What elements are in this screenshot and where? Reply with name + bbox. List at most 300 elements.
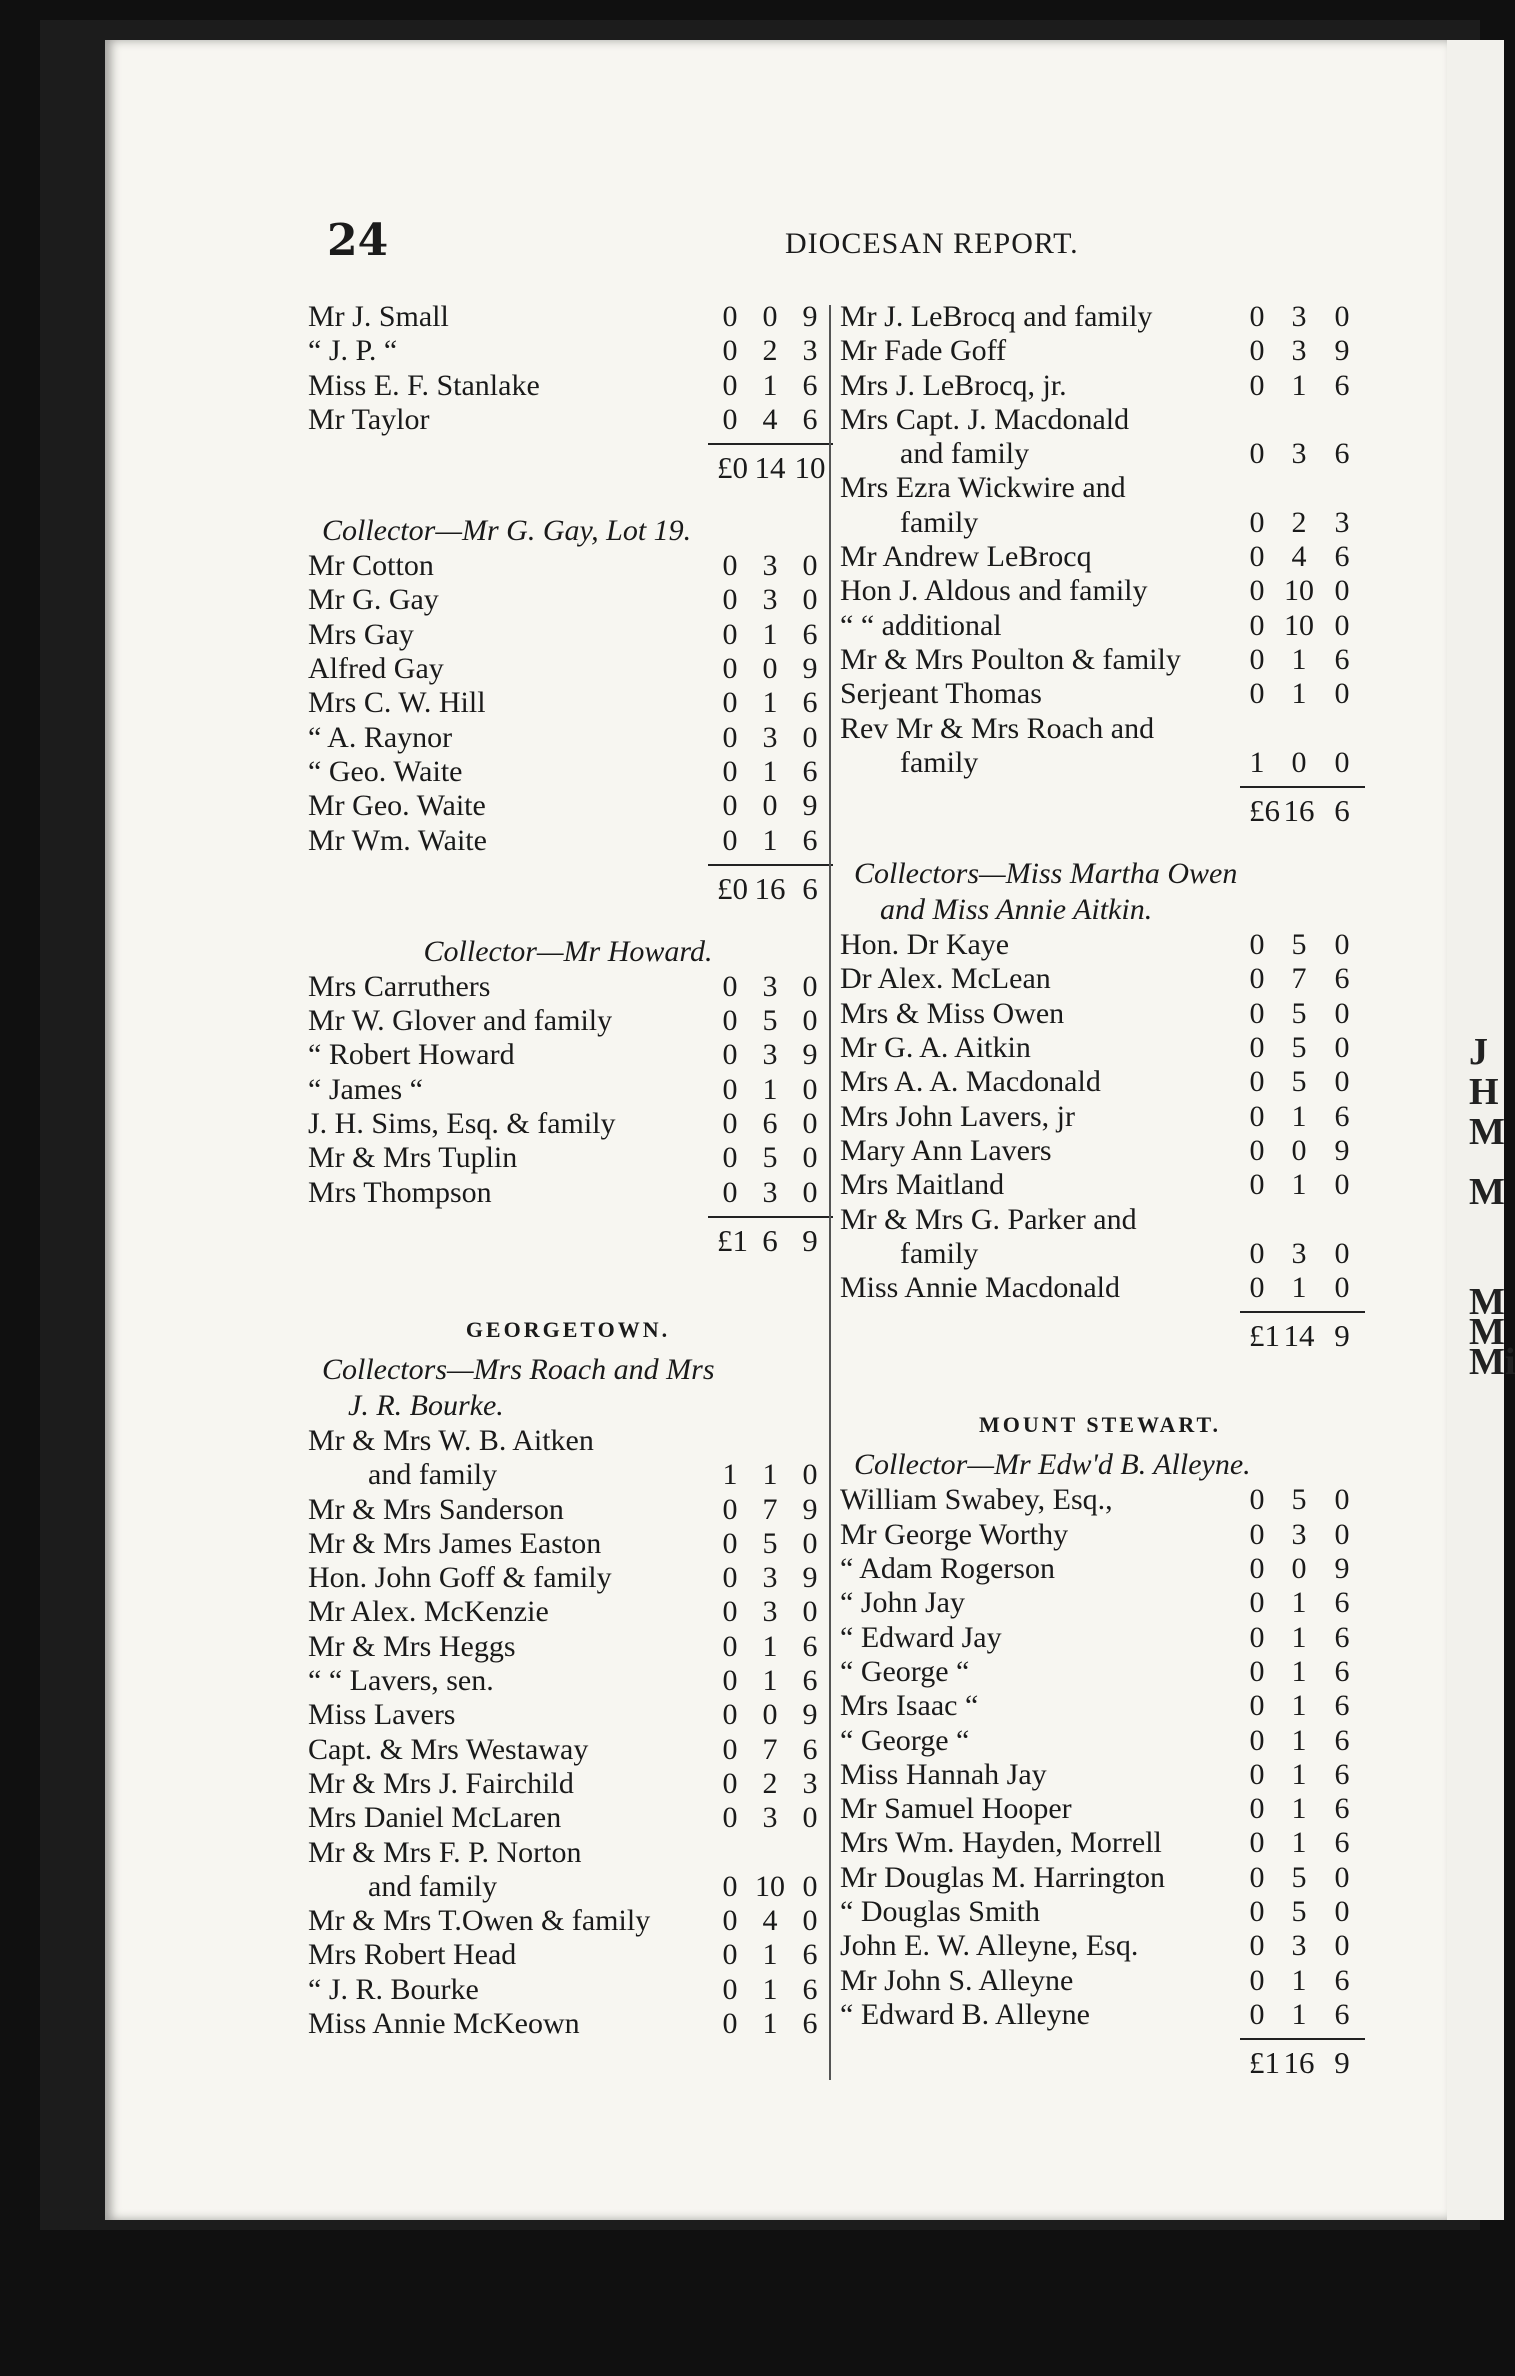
amount-pounds: 0 bbox=[722, 1595, 738, 1629]
subscriber-name: Miss Lavers bbox=[308, 1698, 456, 1732]
amount-pounds: 0 bbox=[1249, 1620, 1265, 1654]
subscriber-name: Mr Andrew LeBrocq bbox=[840, 540, 1092, 574]
list-item bbox=[308, 1527, 828, 1561]
edge-letter: M bbox=[1469, 1171, 1505, 1213]
list-item bbox=[840, 1895, 1360, 1929]
subscriber-name: J. H. Sims, Esq. & family bbox=[308, 1107, 616, 1141]
amount-shillings: 2 bbox=[762, 1766, 778, 1800]
amount-pence: 9 bbox=[1334, 334, 1350, 368]
amount-pence: 6 bbox=[1334, 1620, 1350, 1654]
collector-heading: Collector—Mr Howard. bbox=[423, 934, 713, 968]
collector-heading: Collector—Mr Edw'd B. Alleyne. bbox=[854, 1448, 1251, 1482]
amount-pence: 0 bbox=[802, 1141, 818, 1175]
amount-pounds: 0 bbox=[722, 1107, 738, 1141]
subscriber-name: Mrs John Lavers, jr bbox=[840, 1099, 1075, 1133]
amount-pounds: 0 bbox=[722, 1038, 738, 1072]
amount-pounds: 0 bbox=[1249, 1517, 1265, 1551]
amount-pounds: 0 bbox=[1249, 540, 1265, 574]
amount-pounds: 0 bbox=[722, 1004, 738, 1038]
list-item bbox=[840, 1031, 1360, 1065]
list-item bbox=[308, 618, 828, 652]
amount-shillings: 3 bbox=[762, 969, 778, 1003]
total-pence: 9 bbox=[1334, 2045, 1350, 2081]
subscriber-name: Miss Annie McKeown bbox=[308, 2006, 580, 2040]
amount-shillings: 4 bbox=[1291, 540, 1307, 574]
subscriber-name: “ Robert Howard bbox=[308, 1038, 515, 1072]
amount-pence: 3 bbox=[802, 334, 818, 368]
list-item bbox=[308, 1141, 828, 1175]
subtotal-row bbox=[308, 451, 828, 491]
amount-shillings: 2 bbox=[1291, 505, 1307, 539]
amount-shillings: 1 bbox=[1291, 1689, 1307, 1723]
amount-pounds: 0 bbox=[722, 652, 738, 686]
amount-shillings: 0 bbox=[762, 300, 778, 333]
amount-pounds: 0 bbox=[1249, 1689, 1265, 1723]
subscriber-name: Mrs C. W. Hill bbox=[308, 686, 486, 720]
list-item bbox=[840, 540, 1360, 574]
list-item bbox=[308, 1424, 828, 1493]
amount-shillings: 7 bbox=[762, 1492, 778, 1526]
list-item bbox=[308, 1767, 828, 1801]
amount-pounds: 0 bbox=[1249, 962, 1265, 996]
amount-shillings: 5 bbox=[762, 1141, 778, 1175]
amount-shillings: 0 bbox=[1291, 1552, 1307, 1586]
amount-shillings: 1 bbox=[762, 1664, 778, 1698]
list-item bbox=[308, 549, 828, 583]
amount-shillings: 10 bbox=[1284, 608, 1314, 642]
amount-pence: 0 bbox=[1334, 928, 1350, 962]
list-item bbox=[840, 1964, 1360, 1998]
amount-pounds: 0 bbox=[722, 1492, 738, 1526]
amount-pence: 0 bbox=[1334, 1929, 1350, 1963]
list-item bbox=[840, 609, 1360, 643]
total-pounds: £0 bbox=[717, 870, 748, 906]
subscriber-name: “ “ additional bbox=[840, 608, 1002, 642]
amount-pounds: 0 bbox=[722, 789, 738, 823]
amount-pounds: 0 bbox=[1249, 574, 1265, 608]
amount-pounds: 0 bbox=[722, 1904, 738, 1938]
amount-shillings: 1 bbox=[1291, 1997, 1307, 2031]
total-rule bbox=[840, 1305, 1360, 1319]
subscriber-name: Mr Fade Goff bbox=[840, 334, 1007, 368]
subscriber-name: Mr & Mrs Poulton & family bbox=[840, 642, 1181, 676]
amount-shillings: 1 bbox=[762, 2006, 778, 2040]
amount-pounds: 0 bbox=[722, 1072, 738, 1106]
subscriber-name: “ John Jay bbox=[840, 1586, 965, 1620]
subscriber-name: Miss Hannah Jay bbox=[840, 1757, 1047, 1791]
total-pence: 10 bbox=[794, 450, 826, 486]
list-item bbox=[308, 583, 828, 617]
subscriber-name: Mr John S. Alleyne bbox=[840, 1963, 1074, 1997]
list-item bbox=[308, 334, 828, 368]
subtotal-row bbox=[308, 1224, 828, 1264]
amount-shillings: 3 bbox=[1291, 1517, 1307, 1551]
edge-letter: H bbox=[1469, 1071, 1499, 1113]
subscriber-name: “ J. P. “ bbox=[308, 334, 398, 368]
amount-shillings: 3 bbox=[762, 1561, 778, 1595]
subscriber-name: Mr J. LeBrocq and family bbox=[840, 300, 1153, 333]
list-item bbox=[308, 1664, 828, 1698]
total-rule bbox=[308, 437, 828, 451]
subscriber-name: Mr G. A. Aitkin bbox=[840, 1031, 1031, 1065]
subscriber-name: Hon J. Aldous and family bbox=[840, 574, 1148, 608]
amount-pence: 6 bbox=[1334, 1792, 1350, 1826]
amount-pence: 0 bbox=[1334, 608, 1350, 642]
amount-pence: 0 bbox=[802, 1801, 818, 1835]
list-item bbox=[308, 1493, 828, 1527]
amount-pounds: 0 bbox=[722, 1698, 738, 1732]
list-item bbox=[840, 1552, 1360, 1586]
amount-pounds: 0 bbox=[722, 368, 738, 402]
list-item bbox=[840, 1483, 1360, 1517]
amount-shillings: 0 bbox=[1291, 745, 1307, 779]
amount-pounds: 0 bbox=[722, 1972, 738, 2006]
amount-shillings: 1 bbox=[1291, 1654, 1307, 1688]
subtotal-row bbox=[840, 794, 1360, 834]
running-title: DIOCESAN REPORT. bbox=[785, 227, 1079, 260]
subscriber-name: “ George “ bbox=[840, 1723, 970, 1757]
amount-pence: 6 bbox=[1334, 1826, 1350, 1860]
subscriber-name: “ Edward Jay bbox=[840, 1620, 1002, 1654]
amount-pounds: 0 bbox=[722, 1732, 738, 1766]
total-shillings: 16 bbox=[754, 870, 786, 906]
total-pounds: £1 bbox=[1249, 1318, 1280, 1354]
subscriber-name: Mr W. Glover and family bbox=[308, 1004, 613, 1038]
amount-pence: 9 bbox=[802, 1698, 818, 1732]
subscriber-name: “ Adam Rogerson bbox=[840, 1552, 1055, 1586]
subscriber-name: Mr & Mrs T.Owen & family bbox=[308, 1904, 651, 1938]
amount-shillings: 7 bbox=[1291, 962, 1307, 996]
amount-shillings: 1 bbox=[1291, 1757, 1307, 1791]
subscriber-name: “ James “ bbox=[308, 1072, 423, 1106]
amount-shillings: 3 bbox=[762, 1038, 778, 1072]
amount-pence: 6 bbox=[802, 368, 818, 402]
total-pence: 9 bbox=[802, 1222, 818, 1258]
amount-shillings: 5 bbox=[1291, 1483, 1307, 1517]
subscriber-name: Miss E. F. Stanlake bbox=[308, 368, 540, 402]
amount-pence: 6 bbox=[802, 686, 818, 720]
list-item bbox=[840, 334, 1360, 368]
list-item bbox=[840, 677, 1360, 711]
amount-pence: 6 bbox=[1334, 540, 1350, 574]
subscriber-name: Mary Ann Lavers bbox=[840, 1133, 1052, 1167]
amount-pence: 0 bbox=[1334, 1065, 1350, 1099]
amount-pounds: 0 bbox=[1249, 1133, 1265, 1167]
column-divider bbox=[829, 305, 831, 2080]
amount-shillings: 1 bbox=[1291, 1826, 1307, 1860]
list-item bbox=[308, 1038, 828, 1072]
list-item bbox=[308, 1698, 828, 1732]
subscriber-name: John E. W. Alleyne, Esq. bbox=[840, 1929, 1139, 1963]
amount-shillings: 5 bbox=[1291, 996, 1307, 1030]
amount-pence: 6 bbox=[802, 754, 818, 788]
amount-shillings: 5 bbox=[1291, 928, 1307, 962]
amount-shillings: 2 bbox=[762, 334, 778, 368]
amount-pence: 6 bbox=[1334, 1997, 1350, 2031]
amount-pence: 0 bbox=[802, 1175, 818, 1209]
amount-pence: 9 bbox=[1334, 1552, 1350, 1586]
subscriber-name: Mr Taylor bbox=[308, 402, 430, 436]
subscriber-name: Mrs Isaac “ bbox=[840, 1689, 979, 1723]
amount-pence: 0 bbox=[802, 1526, 818, 1560]
subscriber-name: Mrs J. LeBrocq, jr. bbox=[840, 368, 1067, 402]
list-item bbox=[308, 1176, 828, 1210]
collector-heading-continued: J. R. Bourke. bbox=[348, 1388, 504, 1422]
total-pounds: £1 bbox=[1249, 2045, 1280, 2081]
total-pence: 6 bbox=[1334, 793, 1350, 829]
subscriber-name: Mr & Mrs Heggs bbox=[308, 1629, 516, 1663]
spacer bbox=[840, 2086, 1360, 2108]
subscriber-name: “ A. Raynor bbox=[308, 720, 453, 754]
amount-shillings: 3 bbox=[762, 549, 778, 583]
total-shillings: 16 bbox=[1283, 793, 1315, 829]
amount-pence: 9 bbox=[802, 300, 818, 333]
amount-pounds: 0 bbox=[1249, 1483, 1265, 1517]
amount-shillings: 10 bbox=[755, 1869, 785, 1903]
subscriber-name: Mrs Gay bbox=[308, 617, 414, 651]
list-item bbox=[840, 1861, 1360, 1895]
amount-pence: 6 bbox=[1334, 962, 1350, 996]
subscriber-name-continued: and family bbox=[900, 437, 1030, 471]
list-item bbox=[840, 574, 1360, 608]
collector-heading: Collectors—Miss Martha Owen bbox=[854, 857, 1238, 891]
amount-shillings: 5 bbox=[1291, 1031, 1307, 1065]
amount-shillings: 1 bbox=[762, 1629, 778, 1663]
list-item bbox=[840, 928, 1360, 962]
amount-pence: 0 bbox=[1334, 1517, 1350, 1551]
list-item bbox=[840, 962, 1360, 996]
amount-pence: 6 bbox=[802, 1732, 818, 1766]
amount-pence: 9 bbox=[802, 1561, 818, 1595]
amount-pounds: 0 bbox=[1249, 1826, 1265, 1860]
list-item bbox=[840, 997, 1360, 1031]
total-rule bbox=[840, 780, 1360, 794]
amount-pence: 6 bbox=[1334, 1723, 1350, 1757]
amount-pounds: 0 bbox=[722, 1938, 738, 1972]
amount-shillings: 1 bbox=[1291, 1099, 1307, 1133]
subscriber-name: Mr Geo. Waite bbox=[308, 789, 486, 823]
list-item bbox=[308, 1836, 828, 1905]
subscriber-name: Mr & Mrs Tuplin bbox=[308, 1141, 518, 1175]
amount-shillings: 1 bbox=[762, 1072, 778, 1106]
list-item bbox=[840, 1689, 1360, 1723]
amount-pence: 0 bbox=[1334, 300, 1350, 333]
subscriber-name: Serjeant Thomas bbox=[840, 677, 1042, 711]
collector-heading: Collectors—Mrs Roach and Mrs bbox=[322, 1352, 715, 1386]
amount-shillings: 0 bbox=[1291, 1133, 1307, 1167]
total-rule bbox=[308, 1210, 828, 1224]
list-item bbox=[308, 1973, 828, 2007]
amount-pounds: 0 bbox=[722, 334, 738, 368]
amount-pence: 0 bbox=[802, 720, 818, 754]
amount-pounds: 0 bbox=[722, 402, 738, 436]
amount-pounds: 0 bbox=[722, 2006, 738, 2040]
list-item bbox=[840, 369, 1360, 403]
amount-shillings: 5 bbox=[1291, 1860, 1307, 1894]
list-item bbox=[308, 721, 828, 755]
amount-pounds: 0 bbox=[1249, 1236, 1265, 1270]
total-shillings: 14 bbox=[1283, 1318, 1315, 1354]
amount-pence: 0 bbox=[1334, 1236, 1350, 1270]
list-item bbox=[308, 1073, 828, 1107]
list-item bbox=[840, 1655, 1360, 1689]
amount-pounds: 0 bbox=[722, 1801, 738, 1835]
page-header bbox=[105, 215, 1447, 285]
subscriber-name: Mr & Mrs J. Fairchild bbox=[308, 1766, 574, 1800]
subscriber-name: Hon. Dr Kaye bbox=[840, 928, 1010, 962]
amount-pence: 0 bbox=[802, 583, 818, 617]
amount-pence: 9 bbox=[1334, 1133, 1350, 1167]
amount-pence: 6 bbox=[1334, 1757, 1350, 1791]
subscriber-name: Mrs Thompson bbox=[308, 1175, 492, 1209]
subscriber-name: Mr Douglas M. Harrington bbox=[840, 1860, 1165, 1894]
amount-shillings: 3 bbox=[1291, 300, 1307, 333]
list-item bbox=[840, 471, 1360, 540]
subscriber-name: William Swabey, Esq., bbox=[840, 1483, 1113, 1517]
subscriber-name-continued: and family bbox=[368, 1869, 498, 1903]
amount-shillings: 3 bbox=[762, 1595, 778, 1629]
amount-shillings: 1 bbox=[762, 1938, 778, 1972]
spacer bbox=[308, 1286, 828, 1308]
list-item bbox=[840, 300, 1360, 334]
subscriber-name: Mrs Carruthers bbox=[308, 969, 491, 1003]
collector-heading-continued: and Miss Annie Aitkin. bbox=[880, 893, 1153, 927]
amount-shillings: 1 bbox=[1291, 1963, 1307, 1997]
amount-pence: 0 bbox=[802, 1904, 818, 1938]
amount-pence: 6 bbox=[802, 823, 818, 857]
amount-pence: 6 bbox=[802, 1629, 818, 1663]
amount-pence: 6 bbox=[802, 1938, 818, 1972]
list-item bbox=[840, 1518, 1360, 1552]
list-item bbox=[840, 1065, 1360, 1099]
amount-pounds: 0 bbox=[1249, 642, 1265, 676]
amount-pence: 6 bbox=[802, 402, 818, 436]
amount-pence: 0 bbox=[802, 1595, 818, 1629]
amount-shillings: 5 bbox=[762, 1526, 778, 1560]
amount-shillings: 3 bbox=[762, 583, 778, 617]
facing-page-edge bbox=[1447, 40, 1515, 2220]
amount-pence: 6 bbox=[1334, 642, 1350, 676]
amount-shillings: 3 bbox=[1291, 1236, 1307, 1270]
amount-pence: 6 bbox=[1334, 1586, 1350, 1620]
subscriber-name: Mrs A. A. Macdonald bbox=[840, 1065, 1101, 1099]
amount-pence: 0 bbox=[802, 969, 818, 1003]
amount-shillings: 1 bbox=[762, 686, 778, 720]
edge-letter: M bbox=[1469, 1281, 1505, 1323]
subscriber-name: Rev Mr & Mrs Roach and bbox=[840, 711, 1155, 745]
amount-shillings: 10 bbox=[1284, 574, 1314, 608]
amount-pounds: 0 bbox=[722, 686, 738, 720]
total-rule bbox=[308, 858, 828, 872]
amount-pounds: 0 bbox=[1249, 1099, 1265, 1133]
subscriber-name: Mrs Maitland bbox=[840, 1168, 1005, 1202]
subscriber-name: “ Geo. Waite bbox=[308, 754, 463, 788]
amount-pence: 9 bbox=[802, 652, 818, 686]
amount-shillings: 1 bbox=[762, 1458, 778, 1492]
amount-pence: 0 bbox=[802, 1072, 818, 1106]
amount-pounds: 0 bbox=[1249, 1723, 1265, 1757]
list-item bbox=[840, 403, 1360, 472]
subscriber-name: Mr Alex. McKenzie bbox=[308, 1595, 549, 1629]
amount-pence: 3 bbox=[802, 1766, 818, 1800]
amount-pence: 0 bbox=[1334, 1860, 1350, 1894]
list-item bbox=[308, 2007, 828, 2041]
amount-shillings: 5 bbox=[1291, 1065, 1307, 1099]
amount-pounds: 0 bbox=[722, 549, 738, 583]
amount-pence: 6 bbox=[802, 1664, 818, 1698]
amount-pence: 9 bbox=[802, 1038, 818, 1072]
subscriber-name: Mr George Worthy bbox=[840, 1517, 1069, 1551]
subscriber-name-continued: family bbox=[900, 1236, 979, 1270]
total-rule bbox=[840, 2032, 1360, 2046]
subscriber-name: Alfred Gay bbox=[308, 652, 444, 686]
subtotal-row bbox=[308, 872, 828, 912]
amount-pence: 6 bbox=[1334, 1654, 1350, 1688]
amount-shillings: 1 bbox=[1291, 642, 1307, 676]
amount-shillings: 7 bbox=[762, 1732, 778, 1766]
total-shillings: 14 bbox=[754, 450, 786, 486]
subscriber-name: “ Douglas Smith bbox=[840, 1894, 1040, 1928]
amount-pence: 6 bbox=[802, 2006, 818, 2040]
amount-pounds: 0 bbox=[1249, 1168, 1265, 1202]
list-item bbox=[308, 970, 828, 1004]
amount-shillings: 5 bbox=[1291, 1894, 1307, 1928]
amount-pounds: 0 bbox=[1249, 1963, 1265, 1997]
amount-pence: 0 bbox=[1334, 1168, 1350, 1202]
amount-shillings: 1 bbox=[762, 368, 778, 402]
subscriber-name: “ Edward B. Alleyne bbox=[840, 1997, 1090, 2031]
total-shillings: 16 bbox=[1283, 2045, 1315, 2081]
amount-pounds: 0 bbox=[722, 1141, 738, 1175]
amount-pounds: 0 bbox=[722, 300, 738, 333]
amount-pounds: 0 bbox=[1249, 1929, 1265, 1963]
amount-pence: 0 bbox=[1334, 745, 1350, 779]
section-title: GEORGETOWN. bbox=[465, 1316, 671, 1342]
amount-pounds: 0 bbox=[1249, 1654, 1265, 1688]
right-column bbox=[840, 300, 1360, 2108]
amount-shillings: 4 bbox=[762, 402, 778, 436]
list-item bbox=[840, 712, 1360, 781]
subscriber-name: Mr & Mrs W. B. Aitken bbox=[308, 1423, 594, 1457]
collector-heading: Collector—Mr G. Gay, Lot 19. bbox=[322, 514, 692, 548]
amount-pence: 0 bbox=[802, 1107, 818, 1141]
amount-shillings: 5 bbox=[762, 1004, 778, 1038]
amount-pounds: 0 bbox=[722, 1561, 738, 1595]
list-item bbox=[308, 403, 828, 437]
amount-shillings: 3 bbox=[762, 1175, 778, 1209]
subscriber-name: Capt. & Mrs Westaway bbox=[308, 1732, 589, 1766]
amount-shillings: 1 bbox=[1291, 1792, 1307, 1826]
total-pence: 6 bbox=[802, 870, 818, 906]
list-item bbox=[840, 1621, 1360, 1655]
spacer bbox=[840, 1381, 1360, 1403]
edge-letter: M bbox=[1469, 1111, 1505, 1153]
amount-shillings: 1 bbox=[1291, 677, 1307, 711]
amount-shillings: 0 bbox=[762, 652, 778, 686]
list-item bbox=[840, 1168, 1360, 1202]
amount-pence: 6 bbox=[802, 617, 818, 651]
subscriber-name: Mr & Mrs Sanderson bbox=[308, 1492, 564, 1526]
amount-pounds: 0 bbox=[1249, 1031, 1265, 1065]
amount-shillings: 1 bbox=[762, 823, 778, 857]
amount-pence: 0 bbox=[1334, 996, 1350, 1030]
amount-shillings: 3 bbox=[762, 1801, 778, 1835]
total-pounds: £6 bbox=[1249, 793, 1280, 829]
amount-shillings: 1 bbox=[1291, 1620, 1307, 1654]
list-item bbox=[840, 1586, 1360, 1620]
list-item bbox=[308, 369, 828, 403]
amount-pence: 0 bbox=[1334, 1894, 1350, 1928]
